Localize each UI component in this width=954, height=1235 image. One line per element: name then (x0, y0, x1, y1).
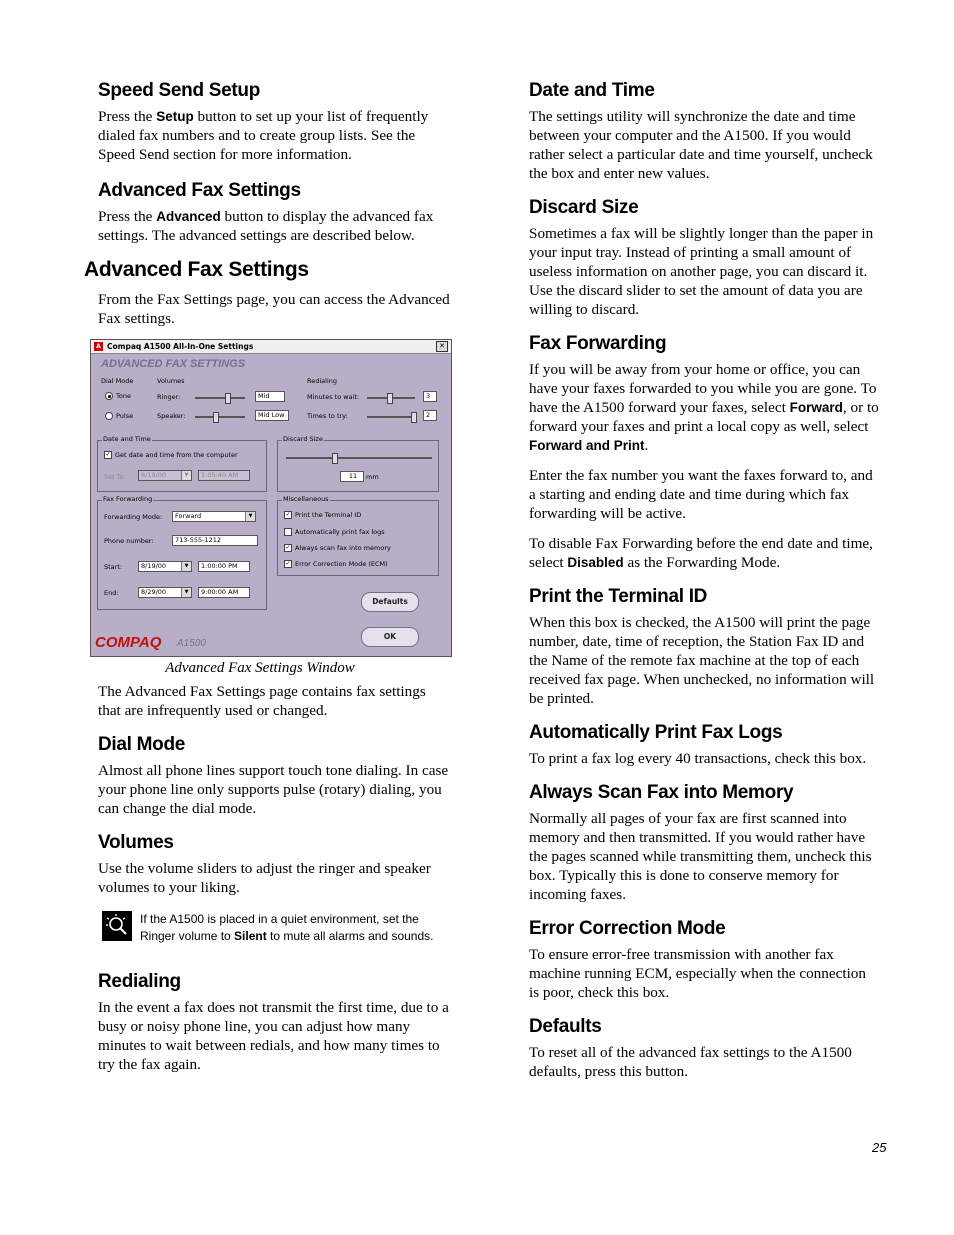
miscellaneous-group (277, 495, 439, 576)
get-date-checkbox[interactable]: ✓ (105, 451, 111, 458)
tip-box (102, 911, 450, 945)
defaults-heading: Defaults (529, 1016, 602, 1037)
chevron-down-icon[interactable]: ▼ (181, 471, 191, 480)
intro-text: The Advanced Fax Settings page contains fax settings that are infrequently used or changed. (98, 683, 426, 719)
time-input[interactable]: 1:05:40 AM (198, 470, 250, 481)
fax-forwarding-text-3: To disable Fax Forwarding before the end date and time, select Disabled as the Forwarding Mode. (529, 535, 873, 571)
ringer-value: Mid (255, 391, 285, 402)
ok-button[interactable]: OK (361, 627, 419, 647)
phone-number-input[interactable]: 713-555-1212 (172, 535, 258, 546)
forward-and-print-keyword: Forward and Print (529, 438, 645, 453)
fax-forwarding-text-2: Enter the fax number you want the faxes forward to, and a starting and ending date and time during which fax forwarding will be active. (529, 467, 873, 522)
volumes-text: Use the volume sliders to adjust the ringer and speaker volumes to your liking. (98, 860, 431, 896)
date-time-heading: Date and Time (529, 80, 655, 101)
times-slider-thumb[interactable] (411, 412, 417, 423)
date-time-group (97, 435, 267, 492)
advanced-fax-sub-text: Press the Advanced button to display the advanced fax settings. The advanced settings are described below. (98, 208, 434, 244)
times-slider[interactable] (367, 416, 415, 418)
phone-number-label: Phone number: (104, 537, 154, 545)
page-number: 25 (872, 1140, 887, 1155)
discard-size-heading: Discard Size (529, 197, 639, 218)
defaults-text: To reset all of the advanced fax settings to the A1500 defaults, press this button. (529, 1044, 852, 1080)
discard-size-text: Sometimes a fax will be slightly longer than the paper in your input tray. Instead of printing a small amount of useless information on another page, you can discard it. Use the discard slider to set the amount of data you are willing to discard. (529, 225, 874, 318)
discard-unit: mm (366, 473, 379, 481)
discard-slider-thumb[interactable] (332, 453, 338, 464)
advanced-fax-subheading: Advanced Fax Settings (98, 180, 301, 201)
minutes-label: Minutes to wait: (307, 393, 360, 401)
end-time-input[interactable]: 9:00:00 AM (198, 587, 250, 598)
discard-slider[interactable] (286, 457, 432, 459)
auto-logs-heading: Automatically Print Fax Logs (529, 722, 783, 743)
date-time-text: The settings utility will synchronize the date and time between your computer and the A1500. If you would rather select a particular date and time yourself, uncheck the box and enter new values. (529, 108, 873, 182)
advanced-fax-main-text: From the Fax Settings page, you can access the Advanced Fax settings. (98, 291, 450, 327)
speaker-slider[interactable] (195, 416, 245, 418)
chevron-down-icon[interactable]: ▼ (181, 562, 191, 571)
ecm-text: To ensure error-free transmission with another fax machine running ECM, especially when the connection is poor, check this box. (529, 946, 866, 1001)
volumes-label: Volumes (157, 377, 185, 385)
silent-keyword: Silent (234, 929, 267, 943)
times-label: Times to try: (307, 412, 348, 420)
speed-send-text: Press the Setup button to set up your list of frequently dialed fax numbers and to create group lists. See the Speed Send section for more information. (98, 108, 429, 163)
get-date-label: Get date and time from the computer (115, 451, 238, 459)
terminal-id-checkbox[interactable]: ✓ (285, 511, 291, 518)
lightbulb-icon (102, 911, 132, 941)
minutes-slider-thumb[interactable] (387, 393, 393, 404)
speaker-slider-thumb[interactable] (213, 412, 219, 423)
compaq-logo: COMPAQ (95, 634, 162, 651)
speed-send-heading: Speed Send Setup (98, 80, 261, 101)
scan-memory-checkbox[interactable]: ✓ (285, 544, 291, 551)
ringer-slider[interactable] (195, 397, 245, 399)
scan-memory-text: Normally all pages of your fax are first scanned into memory and then transmitted. If you would rather have the pages scanned while transmitting them, uncheck this box. Typically this is done to conserve memory for incoming faxes. (529, 810, 872, 903)
redialing-label: Redialing (307, 377, 337, 385)
forwarding-mode-label: Forwarding Mode: (104, 513, 163, 521)
tone-radio[interactable] (105, 392, 113, 400)
advanced-fax-main-heading: Advanced Fax Settings (84, 258, 309, 281)
start-label: Start: (104, 563, 123, 571)
set-to-label: Set To: (104, 473, 126, 481)
misc-item-label: Always scan fax into memory (295, 544, 391, 552)
speaker-label: Speaker: (157, 412, 186, 420)
start-time-input[interactable]: 1:00:00 PM (198, 561, 250, 572)
dial-mode-heading: Dial Mode (98, 734, 186, 755)
window-title: Compaq A1500 All-In-One Settings (107, 342, 254, 351)
window-title-bar (91, 340, 451, 354)
auto-logs-text: To print a fax log every 40 transactions, check this box. (529, 750, 867, 767)
tone-label: Tone (116, 392, 131, 400)
volumes-heading: Volumes (98, 832, 174, 853)
close-icon[interactable]: ✕ (436, 341, 448, 352)
tip-text: If the A1500 is placed in a quiet environment, set the Ringer volume to Silent to mute all alarms and sounds. (140, 912, 434, 943)
chevron-down-icon[interactable]: ▼ (245, 512, 255, 521)
chevron-down-icon[interactable]: ▼ (181, 588, 191, 597)
speaker-value: Mid Low (255, 410, 289, 421)
pulse-label: Pulse (116, 412, 134, 420)
dial-mode-label: Dial Mode (101, 377, 134, 385)
app-icon: A (94, 342, 103, 351)
misc-item-label: Automatically print fax logs (295, 528, 385, 536)
times-value: 2 (423, 410, 437, 421)
discard-value: 11 (340, 471, 364, 482)
ringer-label: Ringer: (157, 393, 181, 401)
minutes-value: 3 (423, 391, 437, 402)
start-date-input[interactable]: 8/19/00 ▼ (138, 561, 192, 572)
advanced-keyword: Advanced (156, 209, 221, 224)
defaults-button[interactable]: Defaults (361, 592, 419, 612)
disabled-keyword: Disabled (567, 555, 624, 570)
date-input[interactable]: 8/19/00 ▼ (138, 470, 192, 481)
terminal-id-heading: Print the Terminal ID (529, 586, 708, 607)
misc-item-label: Error Correction Mode (ECM) (295, 560, 388, 568)
scan-memory-heading: Always Scan Fax into Memory (529, 782, 794, 803)
date-time-group-label: Date and Time (103, 435, 151, 443)
ecm-heading: Error Correction Mode (529, 918, 726, 939)
fax-forwarding-group-label: Fax Forwarding (103, 495, 153, 503)
fax-forwarding-text-1: If you will be away from your home or office, you can have your faxes forwarded to you while you are gone. To have the A1500 forward your faxes, select Forward, or to forward your faxes and print a local copy as well, select Forward and Print. (529, 361, 879, 454)
end-date-input[interactable]: 8/29/00 ▼ (138, 587, 192, 598)
discard-size-group-label: Discard Size (283, 435, 323, 443)
setup-keyword: Setup (156, 109, 194, 124)
ringer-slider-thumb[interactable] (225, 393, 231, 404)
advanced-fax-settings-window (90, 339, 452, 657)
redialing-text: In the event a fax does not transmit the first time, due to a busy or noisy phone line, you can adjust how many minutes to wait between redials, and how many times to try the fax again. (98, 999, 449, 1073)
discard-size-group (277, 435, 439, 492)
left-column (84, 80, 450, 1085)
right-column (529, 80, 879, 1092)
minutes-slider[interactable] (367, 397, 415, 399)
fax-forwarding-group (97, 495, 267, 610)
pulse-radio[interactable] (105, 412, 113, 420)
miscellaneous-group-label: Miscellaneous (283, 495, 329, 503)
model-label: A1500 (177, 638, 206, 649)
end-label: End: (104, 589, 119, 597)
fax-forwarding-heading: Fax Forwarding (529, 333, 667, 354)
redialing-heading: Redialing (98, 971, 181, 992)
forward-keyword: Forward (789, 400, 843, 415)
terminal-id-text: When this box is checked, the A1500 will print the page number, date, time of reception, the Station Fax ID and the Name of the remote fax machine at the top of each received fax page. When unchecked, no information will be printed. (529, 614, 875, 707)
figure-caption: Advanced Fax Settings Window (165, 660, 355, 676)
dialog-header: ADVANCED FAX SETTINGS (101, 358, 246, 370)
dial-mode-text: Almost all phone lines support touch tone dialing. In case your phone line only supports pulse (rotary) dialing, you can change the dial mode. (98, 762, 449, 817)
misc-item-label: Print the Terminal ID (295, 511, 362, 519)
ecm-checkbox[interactable]: ✓ (285, 560, 291, 567)
auto-print-logs-checkbox[interactable] (284, 528, 292, 536)
forwarding-mode-select[interactable]: Forward ▼ (172, 511, 256, 522)
